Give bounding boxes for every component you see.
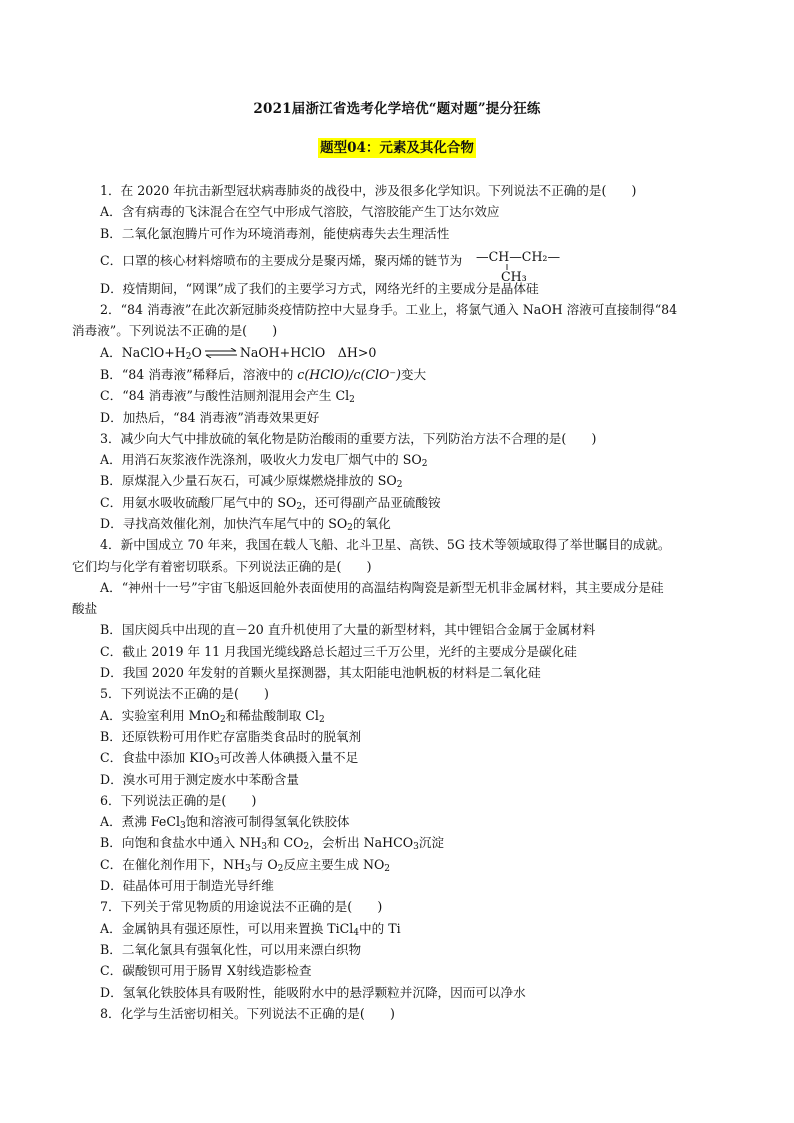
question-4-stem-line2: 它们均与化学有着密切联系。下列说法正确的是( ) [72, 558, 372, 574]
question-3-option-b: B．原煤混入少量石灰石，可减少原煤燃烧排放的 $SO_2$ [100, 473, 403, 491]
page-title: 2021届浙江省选考化学培优“题对题”提分狂练 [253, 101, 541, 117]
question-2-stem-line2: 消毒液”。下列说法不正确的是( ) [72, 323, 278, 339]
concentration-ratio: c(HClO)/c(ClO⁻) [297, 366, 401, 382]
question-6-option-c: C．在催化剂作用下，$NH_3$与 $O_2$反应主要生成 $NO_2$ [100, 856, 391, 874]
question-6-option-a: A．煮沸 FeCl$_3$饱和溶液可制得氢氧化铁胶体 [100, 814, 350, 832]
question-4-stem-line1: 4．新中国成立 70 年来，我国在载人飞船、北斗卫星、高铁、5G 技术等领域取得了举世瞩目的成就。 [100, 537, 671, 553]
question-7-option-c: C．碳酸钡可用于肠胃 X射线造影检查 [100, 963, 312, 979]
question-4-option-c: C．截止 2019 年 11 月我国光缆线路总长超过三千万公里，光纤的主要成分是碳化硅 [100, 643, 577, 659]
question-5-option-a: A．实验室利用 MnO$_2$和稀盐酸制取 $Cl_2$ [100, 707, 325, 725]
question-5-option-d: D．溴水可用于测定废水中苯酚含量 [100, 771, 300, 787]
question-7-stem: 7．下列关于常见物质的用途说法不正确的是( ) [100, 899, 383, 915]
question-4-option-a-line1: A．“神州十一号”宇宙飞船返回舱外表面使用的高温结构陶瓷是新型无机非金属材料，其主要成分是硅 [100, 579, 664, 595]
question-1-stem: 1．在 2020 年抗击新型冠状病毒肺炎的战役中，涉及很多化学知识。下列说法不正确的是( ) [100, 183, 637, 198]
polypropylene-structure [476, 248, 596, 283]
question-2-option-c: C．“84 消毒液”与酸性洁厕剂混用会产生 $Cl_2$ [100, 388, 355, 406]
question-1-option-c [72, 244, 732, 283]
question-7-option-b: B．二氧化氯具有强氧化性，可以用来漂白织物 [100, 941, 362, 957]
question-3-option-c: C．用氨水吸收硫酸厂尾气中的 $SO_2$，还可得副产品亚硫酸铵 [100, 494, 441, 512]
question-3-stem: 3．减少向大气中排放硫的氧化物是防治酸雨的重要方法，下列防治方法不合理的是( ) [100, 430, 597, 446]
question-5-option-b: B．还原铁粉可用作贮存富脂类食品时的脱氧剂 [100, 728, 362, 744]
question-5-stem: 5．下列说法不正确的是( ) [100, 686, 269, 702]
formula-main-chain: —CH—CH₂— [476, 248, 561, 264]
question-1-option-b: B．二氧化氯泡腾片可作为环境消毒剂，能使病毒失去生理活性 [100, 225, 450, 241]
question-7-option-d: D．氢氧化铁胶体具有吸附性，能吸附水中的悬浮颗粒并沉降，因而可以净水 [100, 984, 526, 1000]
option-c-text: C．口罩的核心材料熔喷布的主要成分是聚丙烯，聚丙烯的链节为 [100, 252, 463, 268]
question-2-option-d: D．加热后，“84 消毒液”消毒效果更好 [100, 409, 320, 425]
question-2-option-b: B．“84 消毒液”稀释后，溶液中的 c(HClO)/c(ClO⁻)变大 [100, 366, 427, 382]
question-4-option-b: B．国庆阅兵中出现的直－20 直升机使用了大量的新型材料，其中锂铝合金属于金属材料 [100, 622, 596, 638]
question-2-option-a: A．$NaClO+H_2O$ NaOH+HClO ΔH>0 [72, 342, 732, 364]
question-4-option-a-line2: 酸盐 [72, 601, 98, 617]
question-4-option-d: D．我国 2020 年发射的首颗火星探测器，其太阳能电池帆板的材料是二氧化硅 [100, 665, 541, 681]
question-6-stem: 6．下列说法正确的是( ) [100, 792, 257, 808]
equilibrium-arrow-icon [204, 343, 238, 364]
question-2-stem-line1: 2．“84 消毒液”在此次新冠肺炎疫情防控中大显身手。工业上，将氯气通入 NaOH 溶液可直接制得“84 [100, 302, 678, 318]
question-1-option-d: D．疫情期间，“网课”成了我们的主要学习方式，网络光纤的主要成分是晶体硅 [100, 280, 539, 296]
question-list [72, 180, 732, 1024]
question-6-option-d: D．硅晶体可用于制造光导纤维 [100, 878, 274, 894]
question-6-option-b: B．向饱和食盐水中通入 $NH_3$和 $CO_2$，会析出 NaHCO$_3$沉淀 [100, 835, 445, 853]
formula-methyl-group: CH₃ [501, 268, 527, 283]
highlighted-subtitle: 题型04：元素及其化合物 [320, 140, 474, 156]
question-8-stem: 8．化学与生活密切相关。下列说法不正确的是( ) [100, 1005, 395, 1021]
question-7-option-a: A．金属钠具有强还原性，可以用来置换 TiCl$_4$中的 Ti [100, 920, 401, 938]
question-3-option-d: D．寻找高效催化剂，加快汽车尾气中的 $SO_2$的氧化 [100, 516, 391, 533]
subtitle-wrap [0, 137, 794, 158]
question-5-option-c: C．食盐中添加 $KIO_3$可改善人体碘摄入量不足 [100, 750, 359, 768]
question-3-option-a: A．用消石灰浆液作洗涤剂，吸收火力发电厂烟气中的 $SO_2$ [100, 452, 428, 470]
question-1-option-a: A．含有病毒的飞沫混合在空气中形成气溶胶，气溶胶能产生丁达尔效应 [100, 204, 500, 220]
